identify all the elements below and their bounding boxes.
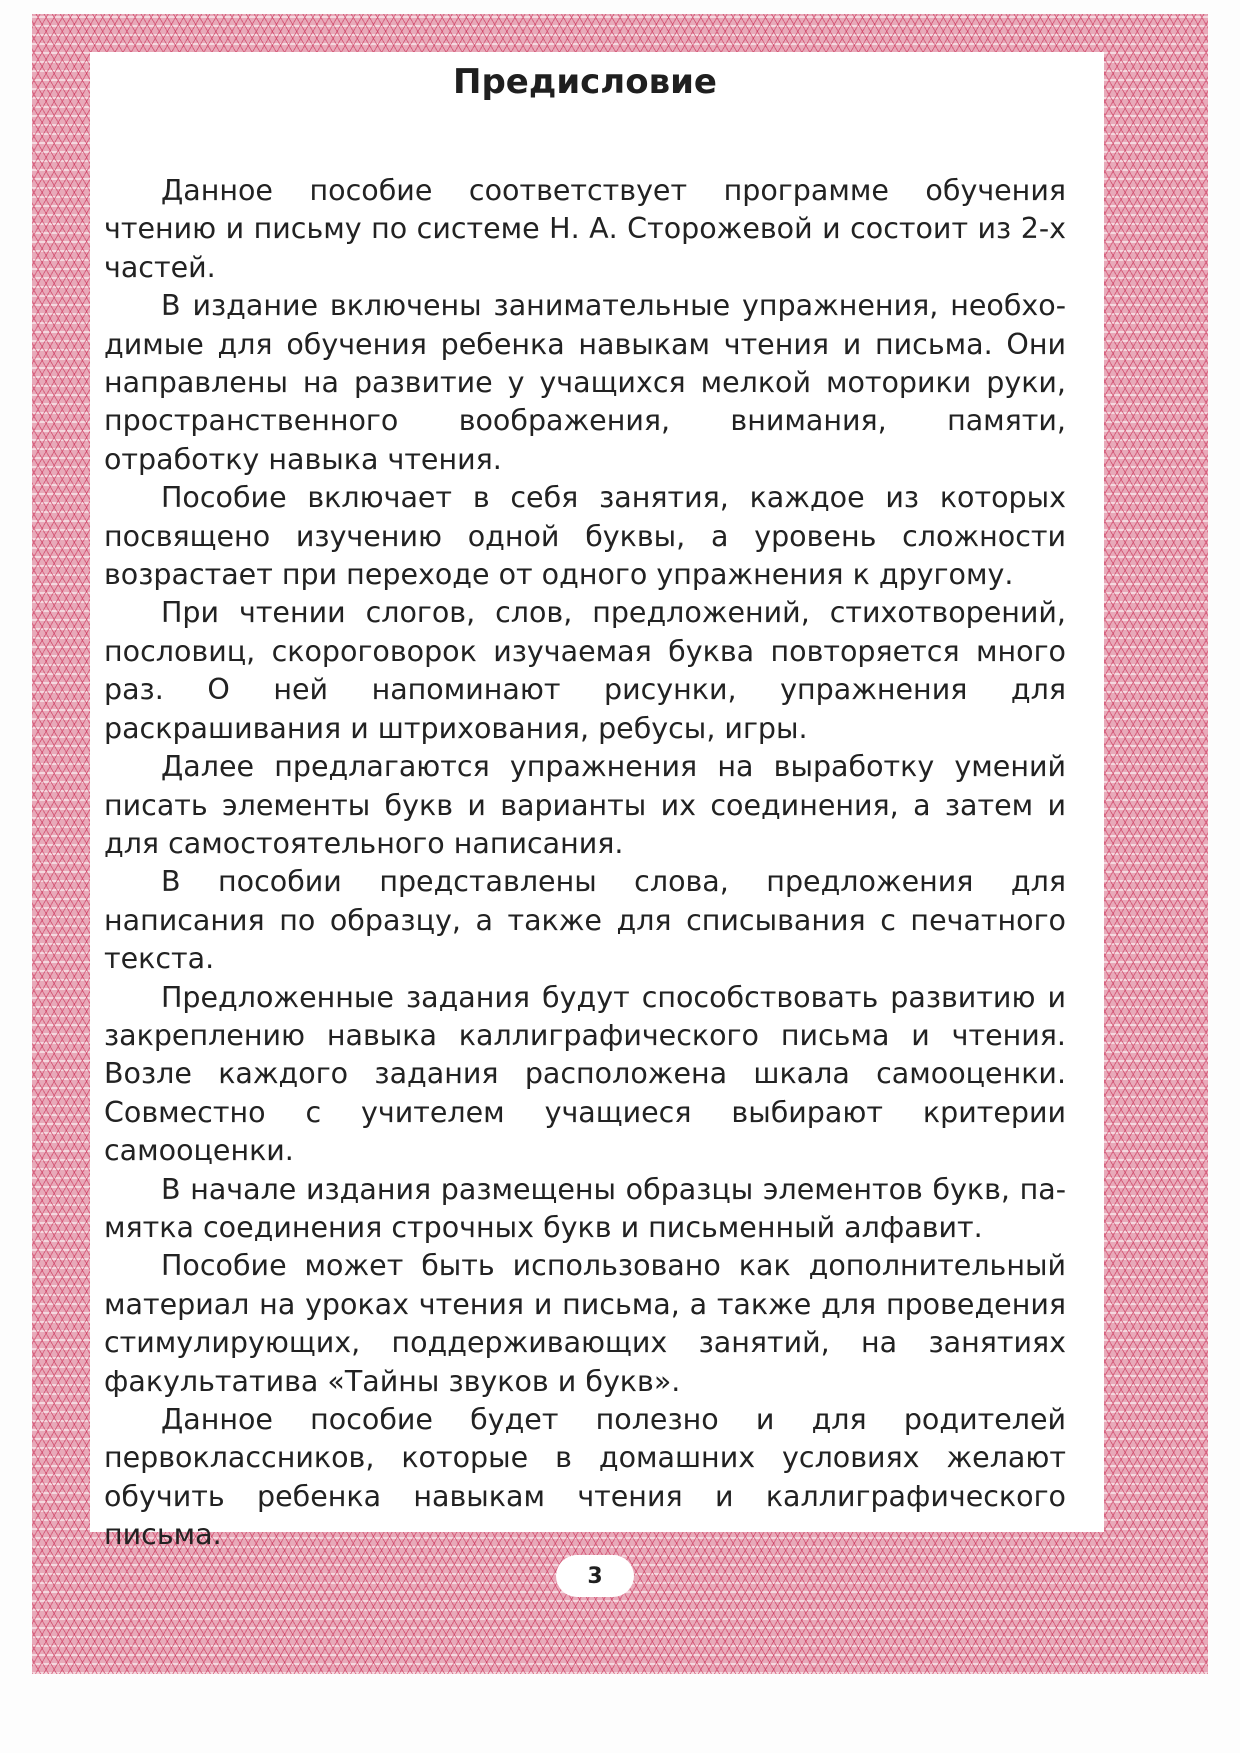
paragraph-2: В издание включены занимательные упражнения, необходимые для обучения ребенка навыкам чтения и письма. Они направлены на развитие у учащихся мелкой моторики руки, пространственного воображения, внимания, памяти, отработку навыка чтения.: [104, 289, 1066, 476]
paragraph-1: Данное пособие соответствует программе обучения чтению и письму по системе Н. А. Сторожевой и состоит из 2-х частей.: [104, 174, 1066, 284]
paragraph-7: Предложенные задания будут способствовать развитию и закреплению навыка каллиграфического письма и чтения. Возле каждого задания расположена шкала самооценки. Совместно с учителем учащиеся выбирают критерии самооценки.: [104, 980, 1066, 1168]
page-title: Предисловие: [453, 62, 717, 102]
content-area: [90, 52, 1104, 1552]
paragraph-3: Пособие включает в себя занятия, каждое из которых посвящено изучению одной буквы, а уровень сложности возрастает при переходе от одного упражнения к другому.: [104, 481, 1066, 592]
paragraph-9: Пособие может быть использовано как дополнительный материал на уроках чтения и письма, а также для проведения стимулирующих, поддерживающих занятий, на занятиях факультатива «Тайны звуков и букв».: [104, 1249, 1066, 1398]
preface-text: [104, 172, 1066, 1555]
paragraph-5: Далее предлагаются упражнения на выработку умений писать элементы букв и варианты их соединения, а затем и для самостоятельного написания.: [104, 750, 1066, 860]
page-number-badge: [556, 1555, 634, 1597]
paragraph-4: При чтении слогов, слов, предложений, стихотворений, пословиц, скороговорок изучаемая буква повторяется много раз. О ней напоминают рисунки, упражнения для раскрашивания и штрихования, ребусы, игры.: [104, 596, 1066, 745]
paragraph-10: Данное пособие будет полезно и для родителей первоклассников, которые в домашних условиях желают обучить ребенка навыкам чтения и каллиграфического письма.: [104, 1403, 1066, 1552]
paragraph-6: В пособии представлены слова, предложения для написания по образцу, а также для списывания с печатного текста.: [104, 865, 1066, 976]
page-number: 3: [587, 1563, 603, 1589]
paragraph-8: В начале издания размещены образцы элементов букв, памятка соединения строчных букв и письменный алфавит.: [104, 1172, 1066, 1244]
